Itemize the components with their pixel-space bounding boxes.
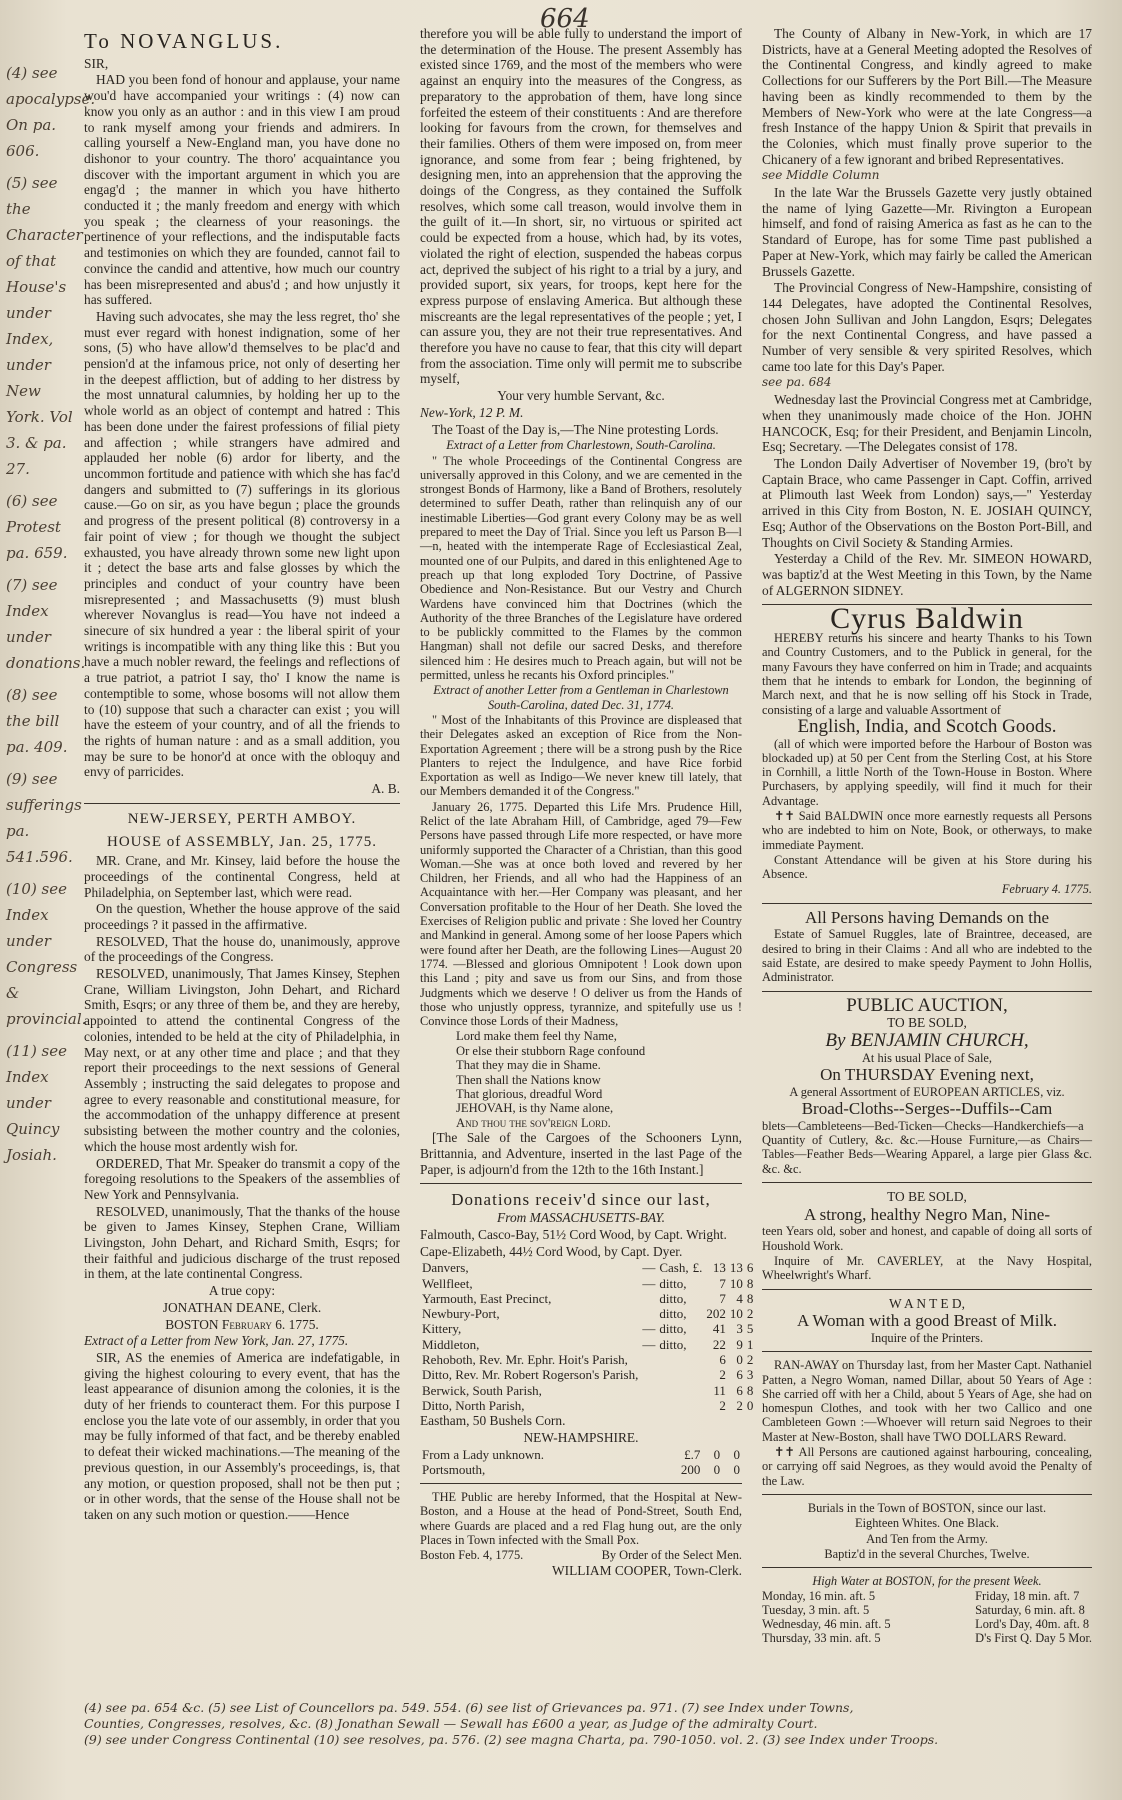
donation-line: Eastham, 50 Bushels Corn.: [420, 1413, 566, 1429]
hospital-date: Boston Feb. 4, 1775.: [420, 1548, 524, 1563]
donation-cell: [640, 1398, 657, 1413]
divider: [762, 1351, 1092, 1352]
donation-cell: ditto,: [659, 1321, 687, 1337]
donation-cell: 11: [713, 1382, 726, 1398]
burials-line: Eighteen Whites. One Black.: [855, 1516, 999, 1531]
donation-cell: ditto,: [659, 1336, 687, 1352]
tide-entry: Wednesday, 46 min. aft. 5: [762, 1617, 891, 1632]
margin-notes: [6, 60, 96, 1174]
auction-subheading: TO BE SOLD,: [887, 1015, 967, 1031]
donation-row: [420, 1337, 755, 1352]
boston-dateline: BOSTON February 6. 1775.: [165, 1316, 319, 1332]
margin-note: (8) see the bill pa. 409.: [6, 686, 68, 756]
donation-cell: [691, 1337, 705, 1352]
donation-cell: 5: [746, 1321, 754, 1337]
tide-entry: Lord's Day, 40m. aft. 8: [975, 1617, 1090, 1632]
donation-cell: 2: [719, 1397, 726, 1413]
donation-cell: ditto,: [659, 1306, 687, 1322]
letter-continued: therefore you will be able fully to understand the import of the determination of the House. The present Assembly has existed since 1769, and the most of the members who were against an enquiry into the measures of the Congress, as preparatory to the approbation of them, have long since forfeited the esteem of their constituents : And are therefore looking for favours from the crown, for themselves and their families. Others of them were imposed on, from meer ignorance, and some from fear ; being frightened, by designing men, into an apprehension that the approving the doings of the Congress, as they contained the Suffolk resolves, which some call treason, would involve them in the guilt of it.—In short, sir, no virtuous or spirited act could be expected from a house, which had, by its votes, violated the right of election, suspended the habeas corpus act, deprived the subject of his right to a trial by a jury, and provided suport, six years, for troops, kept here for the express purpose of enslaving America. But although these miscreants are the legal representatives of the people ; yet, I can assure you, they are not their true representatives. And therefore you have no cause to fear, that this city will depart from the association. Time only will permit me to subscribe myself,: [420, 26, 742, 387]
donation-cell: 0: [733, 1461, 740, 1477]
tide-left: [762, 1589, 891, 1645]
divider: [762, 1289, 1092, 1290]
ny-letter-heading: Extract of a Letter from New York, Jan. 27, 1775.: [84, 1333, 349, 1349]
nj-paragraph: ORDERED, That Mr. Speaker do transmit a copy of the foregoing resolutions to the Speakers of the assemblies of New York and Pennsylvania.: [84, 1155, 400, 1202]
novanglus-paragraph-1: HAD you been fond of honour and applause, your name wou'd have accompanied your writings : (4) now can know you only as an author : and in this view I am proud to rank myself among your friends and admirers. In calling yourself a New-England man, you have done no dishonor to your country. The thoro' acquaintance you discover with the important argument in which you are engag'd ; the manner in which you have hitherto conducted it ; the manly freedom and energy with which you speak ; the clearness of your reasonings. the pertinence of your reflections, and the indisputable facts and testimonies on which they are founded, cannot fail to convince the candid and attentive, how much our country has been misrepresented and abus'd ; and how unjustly it has suffered.: [84, 72, 400, 308]
tide-entry: Saturday, 6 min. aft. 8: [975, 1603, 1085, 1618]
donation-cell: 10: [729, 1306, 743, 1322]
donation-cell: [640, 1291, 657, 1306]
column-middle: [420, 26, 754, 1686]
donation-row: [420, 1383, 755, 1398]
sc-letter2-heading: Extract of another Letter from a Gentleman in Charlestown South-Carolina, dated Dec. 31, 1774.: [433, 683, 729, 712]
baldwin-paragraph: Constant Attendance will be given at his Store during his Absence.: [762, 852, 1092, 882]
burials-line: Baptiz'd in the several Churches, Twelve.: [824, 1546, 1030, 1561]
donation-cell: Middleton,: [422, 1336, 480, 1352]
sale-notice: [The Sale of the Cargoes of the Schooners Lynn, Brittannia, and Adventure, inserted in the last Page of the Paper, is adjourn'd from the 12th to the 16th Instant.]: [420, 1130, 742, 1177]
donation-cell: 0: [746, 1397, 754, 1413]
novanglus-paragraph-2: Having such advocates, she may the less regret, tho' she must ever regard with honest indignation, some of her sons, (5) who have allow'd themselves to be plac'd and pension'd at the infamous price, not only of deserting her in the deepest affliction, but of adding to her distress by the most unnatural calumnies, by holding her up to the whole world as an object of contempt and hatred : This has been done under the fairest professions of filial piety and affection ; while strangers have admired and applauded her noble (6) ardor for liberty, and the uncommon fortitude and patience with which she has fac'd dangers and submitted to (7) sufferings in its glorious cause.—Go on sir, as you have begun ; place the grounds and progress of the present political (8) controversy in a fair point of view ; for though we thought the subject exhausted, you have already thrown some new light upon it ; detect the base arts and false glosses by which the principles and conduct of your country have been misrepresented ; and Massachusetts (9) must blush wherever Novanglus is read—You have not indeed a sinecure of six hundred a year : the liberal spirit of your writings is incompatible with any thing like this : But you have a much nobler reward, the feelings and reflections of a true patriot, a patriot I say, tho' I know the name is contemptible to some, whose bosoms will not allow them to (10) suppose that such a character can exist ; you will have the esteem of your country, and of all the friends to the rights of human nature : and as a small addition, you may be sure to be honor'd at once with the obloquy and envy of parricides.: [84, 308, 400, 780]
nj-paragraph: On the question, Whether the house approve of the said proceedings ? it passed in the affirmative.: [84, 901, 400, 932]
tide-heading: High Water at BOSTON, for the present Week.: [812, 1574, 1042, 1589]
tide-entry: Thursday, 33 min. aft. 5: [762, 1631, 881, 1646]
nj-heading: NEW-JERSEY, PERTH AMBOY.: [127, 810, 357, 827]
donation-cell: 0: [733, 1446, 740, 1462]
donations-nh-heading: NEW-HAMPSHIRE.: [523, 1429, 639, 1445]
cambridge-paragraph: Wednesday last the Provincial Congress met at Cambridge, when they unanimously made choice of the Hon. JOHN HANCOCK, Esq; for their President, and Benjamin Lincoln, Esq; Secretary. —The Delegates consist of 178.: [762, 392, 1092, 455]
donation-cell: —: [642, 1275, 656, 1291]
baldwin-goods: English, India, and Scotch Goods.: [797, 715, 1057, 737]
donation-line: Falmouth, Casco-Bay, 51½ Cord Wood, by Capt. Wright.: [420, 1226, 727, 1242]
tbs-heading: TO BE SOLD,: [887, 1188, 967, 1204]
auction-place: At his usual Place of Sale,: [861, 1050, 993, 1065]
donation-cell: 3: [746, 1367, 754, 1383]
sc-letter2-paragraph: " Most of the Inhabitants of this Province are displeased that their Delegates asked an exception of Rice from the Non-Exportation Agreement ; there will be a strong push by the Rice Planters to reject the Indulgence, and have Rice forbid Exportation as well as Indigo—We never knew till lately, that our Members demanded it of the Congress.": [420, 712, 742, 799]
margin-note: (5) see the Character of that House's under Index, under New York. Vol 3. & pa. 27.: [6, 174, 83, 478]
auction-by: By BENJAMIN CHURCH,: [825, 1030, 1029, 1052]
tide-entry: Tuesday, 3 min. aft. 5: [762, 1603, 870, 1618]
handwritten-footnotes: [84, 1700, 1094, 1748]
margin-note: (9) see sufferings pa. 541.596.: [6, 770, 82, 866]
donation-cell: 6: [746, 1260, 754, 1276]
nj-paragraph: RESOLVED, That the house do, unanimously, approve of the proceedings of the Congress.: [84, 933, 400, 965]
donation-cell: ditto,: [659, 1290, 687, 1306]
burials-heading: Burials in the Town of BOSTON, since our last.: [807, 1500, 1047, 1515]
footnote-line: (4) see pa. 654 &c. (5) see List of Councellors pa. 549. 554. (6) see list of Grievances pa. 971. (7) see Index under Towns,: [84, 1700, 854, 1715]
donation-row: [420, 1321, 755, 1336]
donations-heading: Donations receiv'd since our last,: [451, 1190, 711, 1210]
donation-cell: 10: [729, 1275, 743, 1291]
letter-signature: Your very humble Servant, &c.: [497, 388, 665, 404]
donation-cell: 2: [746, 1306, 754, 1322]
nj-true-copy: A true copy:: [208, 1283, 276, 1299]
nj-paragraph: RESOLVED, unanimously, That James Kinsey, Stephen Crane, William Livingston, John Dehart, and Richard Smith, Esqrs; or any three of them be, and they are hereby, appointed to attend the continental Congress of the colonies, intended to be held at the city of Philadelphia, in May next, or at any other time and place ; and that they report their proceedings to the next sessions of General Assembly ; instructing the said delegates to propose and agree to every reasonable and constitutional measure, for the accommodation of the unhappy difference at present subsisting between the mother country and the colonies, which the house most ardently wish for.: [84, 966, 400, 1154]
baldwin-paragraph: HEREBY returns his sincere and hearty Thanks to his Town and Country Customers, and to the Publick in general, for the many Favours they have conferred on him in Trade; and acquaints them that he intends to embark for London, the beginning of March next, and that he is now selling off his Stock in Trade, consisting of a large and valuable Assortment of: [762, 631, 1092, 717]
donation-cell: 8: [746, 1382, 754, 1398]
donation-cell: 4: [736, 1290, 743, 1306]
divider: [84, 803, 400, 804]
ranaway-paragraph: RAN-AWAY on Thursday last, from her Master Capt. Nathaniel Patten, a Negro Woman, named Dillar, about 50 Years of Age : She carried off with her a Child, about 5 Years of Age, she had on homespun Clothes, and took with her two Callico and one Cambleteen Gown :—Whoever will return said Negroes to their Master at New-Boston, shall have TWO DOLLARS Reward.: [762, 1358, 1092, 1444]
donation-cell: 200: [680, 1461, 701, 1477]
poem-line: Lord make them feel thy Name,: [456, 1029, 617, 1044]
poem-line: That they may die in Shame.: [456, 1058, 601, 1073]
donation-cell: 6: [736, 1367, 743, 1383]
divider: [762, 991, 1092, 992]
donation-cell: [640, 1383, 657, 1398]
donation-row: [420, 1291, 755, 1306]
tide-entry: Friday, 18 min. aft. 7: [975, 1589, 1080, 1604]
donation-cell: 6: [736, 1382, 743, 1398]
brussels-paragraph: In the late War the Brussels Gazette very justly obtained the name of lying Gazette—Mr. Rivington a European himself, and fond of raising America as fast as he can to the Standard of Europe, has for some Time past published a Paper at New-York, which may fairly be called the American Brussels Gazette.: [762, 185, 1092, 279]
handwritten-note: see pa. 684: [762, 375, 832, 390]
donation-cell: [691, 1321, 705, 1336]
salutation: SIR,: [84, 55, 109, 71]
column-left: [84, 26, 400, 1686]
burials-line: And Ten from the Army.: [866, 1531, 988, 1546]
donation-cell: 0: [713, 1446, 721, 1462]
wanted-heading: W A N T E D,: [889, 1295, 965, 1311]
donation-row: [420, 1260, 755, 1275]
donation-cell: [657, 1383, 690, 1398]
poem: [456, 1029, 742, 1130]
donation-cell: —: [642, 1336, 656, 1352]
donation-cell: [657, 1352, 690, 1367]
donation-cell: 22: [712, 1336, 726, 1352]
donation-cell: [691, 1398, 705, 1413]
divider: [762, 1182, 1092, 1183]
donation-cell: —: [642, 1260, 656, 1276]
baldwin-name: Cyrus Baldwin: [830, 602, 1024, 636]
toast-dateline: New-York, 12 P. M.: [420, 404, 524, 420]
donation-row: [420, 1306, 755, 1321]
nj-clerk: JONATHAN DEANE, Clerk.: [162, 1299, 322, 1315]
donation-cell: 2: [746, 1352, 754, 1367]
toast-paragraph: The Toast of the Day is,—The Nine protesting Lords.: [432, 421, 719, 437]
margin-note: (6) see Protest pa. 659.: [6, 492, 68, 562]
donation-row: [420, 1447, 742, 1462]
handwritten-page-number: 664: [540, 4, 590, 34]
poem-line: JEHOVAH, is thy Name alone,: [456, 1101, 614, 1116]
auction-goods-big: Broad-Cloths--Serges--Duffils--Cam: [801, 1099, 1053, 1119]
baldwin-paragraph: ✝✝ Said BALDWIN once more earnestly requests all Persons who are indebted to him on Note, Book, or otherways, to make immediate Payment.: [762, 808, 1092, 852]
margin-note: (4) see apocalypse. On pa. 606.: [6, 64, 96, 160]
donation-cell: 202: [706, 1306, 726, 1322]
hospital-date-row: [420, 1548, 742, 1562]
donation-cell: [657, 1398, 690, 1413]
demands-heading: All Persons having Demands on the: [804, 907, 1050, 927]
divider: [762, 1494, 1092, 1495]
hospital-order: By Order of the Select Men.: [601, 1548, 742, 1563]
donation-cell: 3: [736, 1321, 743, 1337]
divider: [420, 1183, 742, 1184]
sc-letter-paragraph: " The whole Proceedings of the Continental Congress are universally approved in this Colony, and we are cemented in the strongest Bonds of Harmony, like a Band of Brothers, resolutely determined to suffer Death, rather than relinquish any of our inestimable Liberties—God grant every Colony may be as well prepared to meet the Day of Trial. Since you left us Parson B—l—n, heated with the intemperate Rage of Ecclesiastical Zeal, mounted one of our Pulpits, and dared in this enlightened Age to preach up that long exploded Tory Doctrine, of Passive Obedience and Non-Resistance. But our Vestry and Church Wardens have convinced him that Doctrines (which the Authority of the three Branches of the Legislature have ordered to be publickly committed to the Flames by the common Hangman) shall not defile our sacred Desks, and therefore silenced him : He desires much to Preach again, but will not be permitted, unless he recants his Oxford principles.": [420, 453, 742, 683]
donation-cell: ditto,: [659, 1275, 687, 1291]
donation-cell: 0: [736, 1352, 743, 1367]
tide-entry: D's First Q. Day 5 Mor.: [975, 1631, 1092, 1646]
donation-row: [420, 1352, 755, 1367]
auction-when: On THURSDAY Evening next,: [820, 1065, 1034, 1085]
sc-letter-heading: Extract of a Letter from Charlestown, South-Carolina.: [446, 438, 716, 453]
footnote-line: Counties, Congresses, resolves, &c. (8) Jonathan Sewall — Sewall has £600 a year, as Judge of the admiralty Court.: [84, 1716, 818, 1731]
divider: [420, 1483, 742, 1484]
poem-line: Then shall the Nations know: [456, 1072, 601, 1087]
tide-entry: Monday, 16 min. aft. 5: [762, 1589, 876, 1604]
tide-right: [975, 1589, 1092, 1645]
albany-paragraph: The County of Albany in New-York, in which are 17 Districts, have at a General Meeting adopted the Resolves of the Continental Congress, and kindly agreed to make Collections for our Sufferers by the Port Bill.—The Measure having been as kindly recommended to them by the Members of New-York who were at the late Congress—a fresh Instance of the happy Union & Spirit that prevails in the Colonies, which must finally prove superior to the Chicanery of a few ignorant and bribed Representatives.: [762, 26, 1092, 167]
tbs-paragraph: teen Years old, sober and honest, and capable of doing all sorts of Houshold Work.: [762, 1224, 1092, 1253]
london-paragraph: The London Daily Advertiser of November 19, (bro't by Captain Brace, who came Passenger in Capt. Coffin, arrived at Plimouth last Week from London) says,—" Yesterday arrived in this City from Boston, N. E. JOSIAH QUINCY, Esq; Author of the Observations on the Boston Port-Bill, and Thoughts on Civil Society & Standing Armies.: [762, 455, 1092, 550]
hospital-clerk: WILLIAM COOPER, Town-Clerk.: [552, 1562, 742, 1578]
donation-row: [420, 1462, 742, 1477]
donation-cell: 9: [736, 1336, 743, 1352]
poem-line: And thou the sov'reign Lord.: [456, 1115, 611, 1130]
donation-cell: 0: [713, 1461, 721, 1477]
ny-letter-paragraph: SIR, AS the enemies of America are indefatigable, in giving the highest colouring to every event, that has the least appearance of disunion among the colonies, it is the duty of her friends to counteract them. For this purpose I enclose you the late vote of our assembly, in order that you may be fully informed of that fact, and be thereby enabled to defeat their wicked machinations.—The meaning of the previous question, in our Assembly's proceedings, is, that any motion, or question proposed, shall not be then put ; or in other words, that the sense of the House shall not be taken on any such motion or question.——Hence: [84, 1349, 400, 1522]
donation-cell: Cash,: [659, 1260, 689, 1276]
donation-cell: 7: [719, 1290, 726, 1306]
donation-cell: 41: [712, 1321, 726, 1337]
donation-line: Cape-Elizabeth, 44½ Cord Wood, by Capt. Dyer.: [420, 1243, 683, 1259]
donation-cell: Portsmouth,: [422, 1461, 486, 1477]
baptism-paragraph: Yesterday a Child of the Rev. Mr. SIMEON HOWARD, was baptiz'd at the West Meeting in this Town, by the Name of ALGERNON SIDNEY.: [762, 551, 1092, 598]
auction-paragraph: A general Assortment of EUROPEAN ARTICLES, viz.: [789, 1084, 1065, 1099]
donation-cell: 8: [746, 1290, 754, 1306]
donation-cell: 2: [719, 1367, 726, 1383]
demands-paragraph: Estate of Samuel Ruggles, late of Braintree, deceased, are desired to bring in their Claims : And all who are indebted to the said Estate, are desired to make speedy Payment to John Hollis, Administrator.: [762, 927, 1092, 985]
donation-cell: Ditto, North Parish,: [422, 1397, 525, 1413]
footnote-line: (9) see under Congress Continental (10) see resolves, pa. 576. (2) see magna Charta, pa. 790-1050. vol. 2. (3) see Index under Troops.: [84, 1732, 939, 1747]
baldwin-date: February 4. 1775.: [1001, 882, 1092, 897]
obituary-paragraph: January 26, 1775. Departed this Life Mrs. Prudence Hill, Relict of the late Abraham Hill, of Cambridge, aged 79—Few Persons have passed through Life more respected, or have more uniformly supported the Character of a Christian, than this good Woman.—She was at once both loved and revered by her Children, her Friends, and all who had the Happiness of an Acquaintance with her.—Her Company was pleasant, and her Conversation profitable to the Hour of her Death. She loved the Exercises of Religion public and private : She loved her Country and Mankind in general. Among some of her loose Papers which were found after her Death, are the following Lines—August 20 1774. —Blessed and glorious Omnipotent ! Look down upon this Land ; pity and save us from our Sins, and from those Judgments which we deserve ! O deliver us from the Hands of those who unjustly oppress, tyrannize, and spitefully use us ! Convince those Lords of their Madness,: [420, 799, 742, 1029]
donation-cell: From a Lady unknown.: [422, 1446, 545, 1462]
wanted-inquire: Inquire of the Printers.: [870, 1330, 984, 1345]
hospital-notice: THE Public are hereby Informed, that the Hospital at New-Boston, and a House at the head of Pond-Street, South End, where Guards are placed and a red Flag hung out, are the only Places in Town infected with the Small Pox.: [420, 1490, 742, 1548]
nj-paragraph: MR. Crane, and Mr. Kinsey, laid before the house the proceedings of the continental Congress, held at Philadelphia, on September last, which were read.: [84, 853, 400, 900]
donation-row: [420, 1367, 755, 1382]
donation-cell: Rehoboth, Rev. Mr. Ephr. Hoit's Parish,: [422, 1352, 628, 1367]
donation-cell: 1: [746, 1336, 754, 1352]
tbs-inquire: Inquire of Mr. CAVERLEY, at the Navy Hospital, Wheelwright's Wharf.: [762, 1253, 1092, 1283]
donation-cell: £.7: [684, 1446, 701, 1462]
divider: [762, 903, 1092, 904]
donation-cell: Kittery,: [422, 1321, 462, 1337]
poem-line: Or else their stubborn Rage confound: [456, 1043, 646, 1058]
auction-goods: blets—Cambleteens—Bed-Ticken—Checks—Handkerchiefs—a Quantity of Cutlery, &c. &c.—House Furniture,—as Chairs—Tables—Feather Beds—Wearing Apparel, a large pier Glass &c. &c. &c.: [762, 1118, 1092, 1176]
donations-table: [420, 1260, 755, 1413]
tbs-big: A strong, healthy Negro Man, Nine-: [804, 1204, 1050, 1224]
donation-row: [420, 1398, 755, 1413]
divider: [762, 1567, 1092, 1568]
donation-cell: 13: [712, 1260, 726, 1276]
donation-cell: Newbury-Port,: [422, 1306, 500, 1322]
handwritten-note: see Middle Column: [762, 168, 880, 183]
donation-cell: [691, 1291, 705, 1306]
margin-note: (11) see Index under Quincy Josiah.: [6, 1042, 68, 1164]
nh-congress-paragraph: The Provincial Congress of New-Hampshire, consisting of 144 Delegates, have adopted the Continental Resolves, chosen John Sullivan and John Langdon, Esqrs; Delegates for the next Continental Congress, and have passed a Number of very sensible & very spirited Resolves, which came too late for this Day's Paper.: [762, 280, 1092, 374]
wanted-big: A Woman with a good Breast of Milk.: [797, 1311, 1057, 1331]
donation-cell: [691, 1306, 705, 1321]
donation-cell: Yarmouth, East Precinct,: [422, 1290, 552, 1306]
donation-cell: £.: [692, 1260, 703, 1276]
tide-table: [762, 1589, 1092, 1645]
margin-note: (10) see Index under Congress & provincial.: [6, 880, 87, 1028]
donation-cell: 6: [719, 1352, 726, 1367]
margin-note: (7) see Index under donations.: [6, 576, 86, 672]
nj-paragraph: RESOLVED, unanimously, That the thanks of the house be given to James Kinsey, Stephen Crane, William Livingston, John Dehart, and Richard Smith, Esqrs; for their faithful and judicious discharge of the trust reposed in them, at the late continental Congress.: [84, 1203, 400, 1282]
donation-row: [420, 1276, 755, 1291]
donation-cell: Ditto, Rev. Mr. Robert Rogerson's Parish,: [422, 1367, 639, 1383]
donation-cell: [640, 1306, 657, 1321]
donation-cell: 2: [736, 1397, 743, 1413]
donation-cell: [691, 1276, 705, 1291]
novanglus-signature: A. B.: [371, 781, 400, 797]
baldwin-paragraph: (all of which were imported before the Harbour of Boston was blockaded up) at 50 per Cent from the Sterling Cost, at his Store in Cornhill, a little North of the Town-House in Boston. Where Purchasers, by applying speedily, will find it much for their Advantage.: [762, 736, 1092, 808]
donation-cell: [691, 1352, 705, 1367]
donation-cell: 8: [746, 1275, 754, 1291]
donation-cell: Danvers,: [422, 1260, 469, 1276]
poem-line: That glorious, dreadful Word: [456, 1087, 603, 1102]
novanglus-title: To NOVANGLUS.: [84, 29, 284, 53]
donation-cell: [691, 1367, 705, 1382]
nj-subheading: HOUSE of ASSEMBLY, Jan. 25, 1775.: [107, 834, 377, 851]
donation-cell: [657, 1367, 690, 1382]
donation-cell: 13: [729, 1260, 743, 1276]
donation-cell: 7: [719, 1275, 726, 1291]
donation-cell: —: [642, 1321, 656, 1337]
auction-heading: PUBLIC AUCTION,: [846, 994, 1008, 1016]
donation-cell: [691, 1383, 705, 1398]
column-right: [762, 26, 1092, 1686]
donations-nh-table: [420, 1447, 742, 1478]
donation-cell: [640, 1367, 657, 1382]
donation-cell: Berwick, South Parish,: [422, 1382, 542, 1398]
donation-cell: Wellfleet,: [422, 1275, 473, 1291]
donations-from: From MASSACHUSETTS-BAY.: [497, 1210, 665, 1226]
ranaway-paragraph: ✝✝ All Persons are cautioned against harbouring, concealing, or carrying off said Negroes, as they would avoid the Penalty of the Law.: [762, 1445, 1092, 1488]
donation-cell: [640, 1352, 657, 1367]
